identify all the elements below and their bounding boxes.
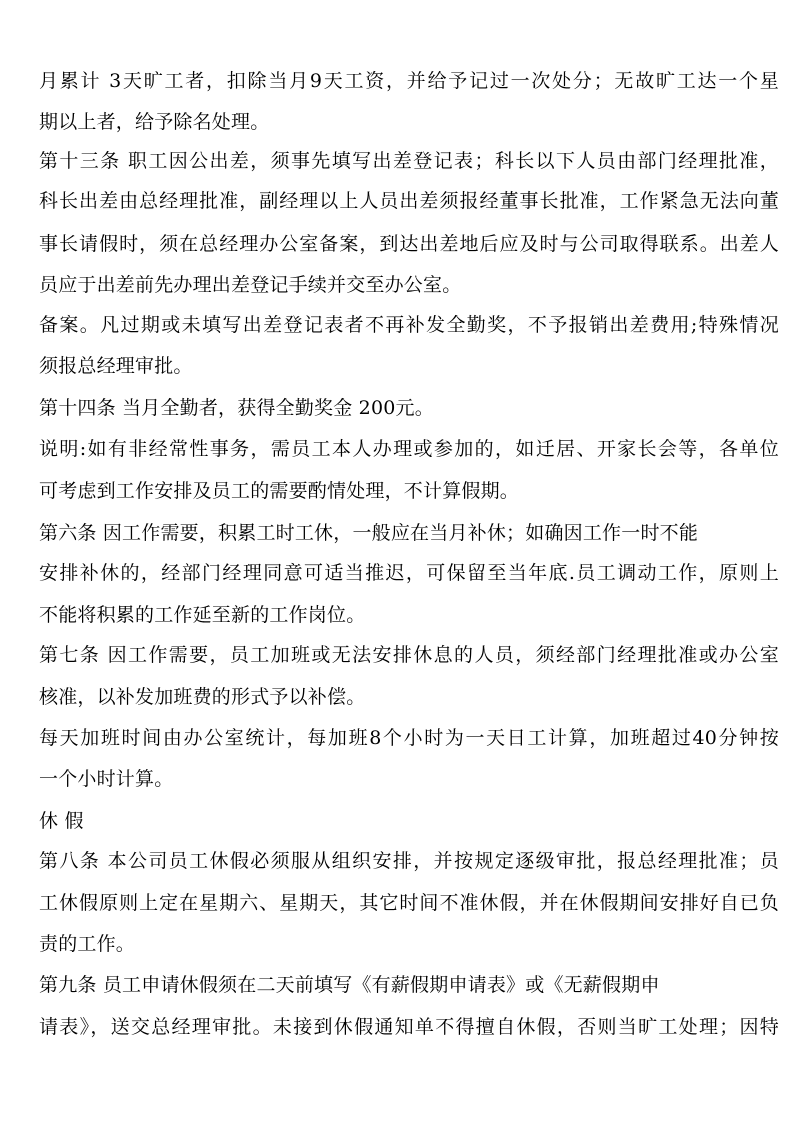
text-line: 须报总经理审批。 [39, 355, 193, 377]
text-line: 第十三条 职工因公出差，须事先填写出差登记表；科长以下人员由部门经理批准， [39, 150, 779, 172]
text-line: 员应于出差前先办理出差登记手续并交至办公室。 [39, 274, 462, 296]
text-line: 科长出差由总经理批准，副经理以上人员出差须报经董事长批准，工作紧急无法向董 [39, 190, 779, 212]
text-line: 事长请假时，须在总经理办公室备案，到达出差地后应及时与公司取得联系。出差人 [39, 233, 779, 255]
text-line: 核准，以补发加班费的形式予以补偿。 [39, 686, 366, 708]
text-line: 请表》，送交总经理审批。未接到休假通知单不得擅自休假，否则当旷工处理；因特 [39, 1016, 779, 1038]
text-line: 月累计 3天旷工者，扣除当月9天工资，并给予记过一次处分；无故旷工达一个星 [39, 70, 779, 92]
text-line: 第九条 员工申请休假须在二天前填写《有薪假期申请表》或《无薪假期申 [39, 974, 660, 996]
text-line: 备案。凡过期或未填写出差登记表者不再补发全勤奖，不予报销出差费用;特殊情况 [39, 314, 779, 336]
text-line: 可考虑到工作安排及员工的需要酌情处理，不计算假期。 [39, 480, 520, 502]
text-line: 工休假原则上定在星期六、星期天，其它时间不准休假，并在休假期间安排好自已负 [39, 892, 779, 914]
text-line: 第七条 因工作需要，员工加班或无法安排休息的人员，须经部门经理批准或办公室 [39, 644, 779, 666]
text-line: 安排补休的，经部门经理同意可适当推迟，可保留至当年底.员工调动工作，原则上 [39, 562, 779, 584]
text-line: 第十四条 当月全勤者，获得全勤奖金 200元。 [39, 397, 434, 419]
text-line: 每天加班时间由办公室统计，每加班8个小时为一天日工计算，加班超过40分钟按 [39, 727, 779, 749]
text-line: 说明:如有非经常性事务，需员工本人办理或参加的，如迁居、开家长会等，各单位 [39, 438, 779, 460]
text-line: 期以上者，给予除名处理。 [39, 111, 270, 133]
text-line: 不能将积累的工作延至新的工作岗位。 [39, 604, 366, 626]
text-line: 第八条 本公司员工休假必须服从组织安排，并按规定逐级审批，报总经理批准；员 [39, 850, 779, 872]
text-line: 责的工作。 [39, 933, 136, 955]
section-heading: 休 假 [39, 810, 84, 832]
text-line: 一个小时计算。 [39, 768, 174, 790]
text-line: 第六条 因工作需要，积累工时工休，一般应在当月补休；如确因工作一时不能 [39, 522, 699, 544]
